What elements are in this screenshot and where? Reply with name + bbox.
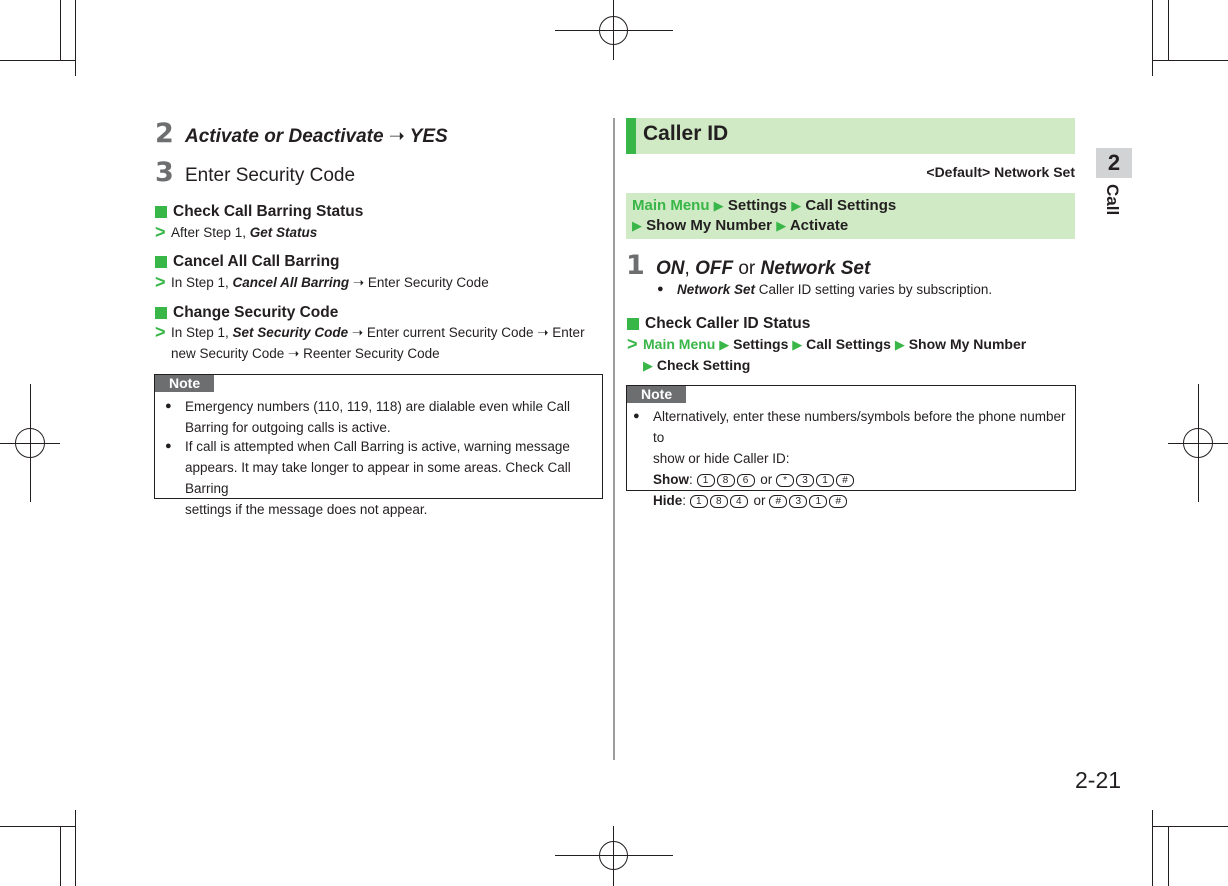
chevron-right-icon: > [627,334,638,354]
step-2-text: Activate or Deactivate ➝ YES [185,126,448,147]
bullet-icon: ● [165,400,172,412]
hide-keys-line: Hide: 1 8 4 or # 3 1 # [653,493,849,508]
step-1-bullet: ● Network Set Caller ID setting varies by subscription. [655,279,992,300]
page-number: 2-21 [1075,767,1122,793]
section-heading: Change Security Code [155,304,338,322]
note-box [154,374,603,517]
note-item: ● If call is attempted when Call Barring is active, warning message appears. It may take longer to appear in some areas. Check Call Barring settings if the message does not appear. [163,436,602,520]
section-title-bar [626,118,1075,154]
note-item: ● Emergency numbers (110, 119, 118) are dialable even while Call Barring for outgoing calls is active. [163,396,570,438]
note-box [626,385,1076,508]
step-2 [155,118,448,149]
step-1 [626,250,870,281]
section-step-line: > In Step 1, Set Security Code ➝ Enter current Security Code ➝ Enter new Security Code ➝ Reenter Security Code [155,322,585,361]
note-label: Note [155,375,214,392]
green-square-icon [155,256,167,268]
step-1-text: ON, OFF or Network Set [656,258,871,279]
step-3 [155,157,355,188]
chapter-label: Call [1103,184,1122,216]
section-step-line: > After Step 1, Get Status [155,222,318,242]
show-keys-line: Show: 1 8 6 or * 3 1 # [653,472,856,487]
note-item: ● Alternatively, enter these numbers/symbols before the phone number to show or hide Caller ID: Show: 1 8 6 or * 3 1 # Hide: 1 8 4 or # 3 1 # [631,406,1075,511]
green-square-icon [155,307,167,319]
section-step-line: > Main Menu ▶ Settings ▶ Call Settings ▶ Show My Number ▶ Check Setting [627,334,1027,373]
section-heading: Cancel All Call Barring [155,253,340,271]
bullet-icon: ● [165,440,172,452]
column-divider [613,118,615,760]
menu-path: Main Menu ▶ Settings ▶ Call Settings ▶ Show My Number ▶ Activate [626,193,1075,239]
green-square-icon [155,206,167,218]
bullet-icon: ● [633,410,640,422]
step-number: 3 [155,157,174,188]
chapter-tab: 2 [1096,148,1132,178]
note-label: Note [627,386,686,403]
step-number: 2 [155,118,174,149]
bullet-icon: ● [657,283,664,295]
section-heading: Check Call Barring Status [155,203,363,221]
step-3-text: Enter Security Code [185,165,356,186]
section-heading: Check Caller ID Status [627,315,810,333]
chevron-right-icon: > [155,222,166,242]
green-square-icon [627,318,639,330]
default-setting: <Default> Network Set [926,164,1075,180]
step-number: 1 [626,250,645,281]
section-title: Caller ID [643,122,729,145]
chevron-right-icon: > [155,272,166,292]
chevron-right-icon: > [155,322,166,342]
section-step-line: > In Step 1, Cancel All Barring ➝ Enter Security Code [155,272,489,292]
